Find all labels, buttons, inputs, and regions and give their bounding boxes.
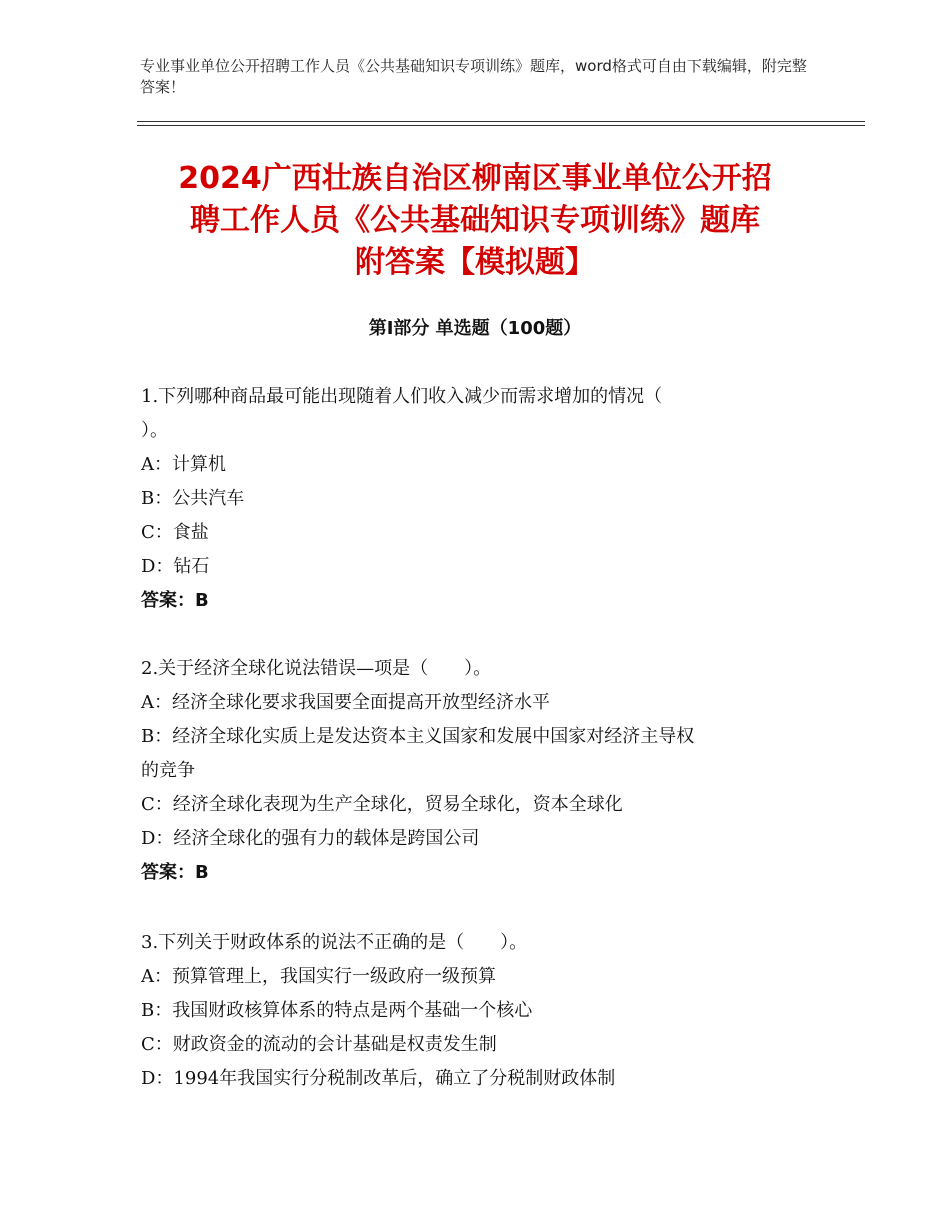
question-3-option-a: A：预算管理上，我国实行一级政府一级预算 (141, 966, 496, 987)
question-3-stem: 3.下列关于财政体系的说法不正确的是（ ）。 (141, 932, 528, 953)
question-2-option-b: B：经济全球化实质上是发达资本主义国家和发展中国家对经济主导权 (141, 726, 695, 747)
question-1-option-d: D：钻石 (141, 556, 210, 577)
page-title-line-3: 附答案【模拟题】 (355, 245, 595, 280)
question-3 (141, 926, 821, 1096)
question-3-option-d: D：1994年我国实行分税制改革后，确立了分税制财政体制 (141, 1068, 616, 1089)
question-1-option-a: A：计算机 (141, 454, 226, 475)
question-3-option-b: B：我国财政核算体系的特点是两个基础一个核心 (141, 1000, 533, 1021)
header-rule-top (137, 121, 865, 122)
section-heading: 第Ⅰ部分 单选题（100题） (368, 318, 582, 339)
question-1-answer: 答案：B (141, 590, 209, 611)
question-2-option-a: A：经济全球化要求我国要全面提高开放型经济水平 (141, 692, 550, 713)
question-1-option-b: B：公共汽车 (141, 488, 245, 509)
question-1-stem: 1.下列哪种商品最可能出现随着人们收入减少而需求增加的情况（ (141, 386, 663, 407)
question-2-option-b-cont: 的竞争 (141, 760, 195, 781)
question-1-option-c: C：食盐 (141, 522, 209, 543)
page-title-line-2: 聘工作人员《公共基础知识专项训练》题库 (190, 203, 760, 238)
question-1-stem-cont: ）。 (141, 420, 168, 441)
question-2-option-c: C：经济全球化表现为生产全球化，贸易全球化，资本全球化 (141, 794, 623, 815)
question-1 (141, 380, 821, 618)
question-2-option-d: D：经济全球化的强有力的载体是跨国公司 (141, 828, 480, 849)
question-2-answer: 答案：B (141, 862, 209, 883)
page-title (130, 158, 820, 284)
question-2 (141, 652, 821, 890)
header-note: 专业事业单位公开招聘工作人员《公共基础知识专项训练》题库，word格式可自由下载编辑，附完整答案！ (140, 57, 807, 96)
question-2-stem: 2.关于经济全球化说法错误—项是（ ）。 (141, 658, 492, 679)
question-3-option-c: C：财政资金的流动的会计基础是权责发生制 (141, 1034, 497, 1055)
page-title-line-1: 2024广西壮族自治区柳南区事业单位公开招 (178, 161, 772, 196)
header-rule-bottom (137, 125, 865, 126)
